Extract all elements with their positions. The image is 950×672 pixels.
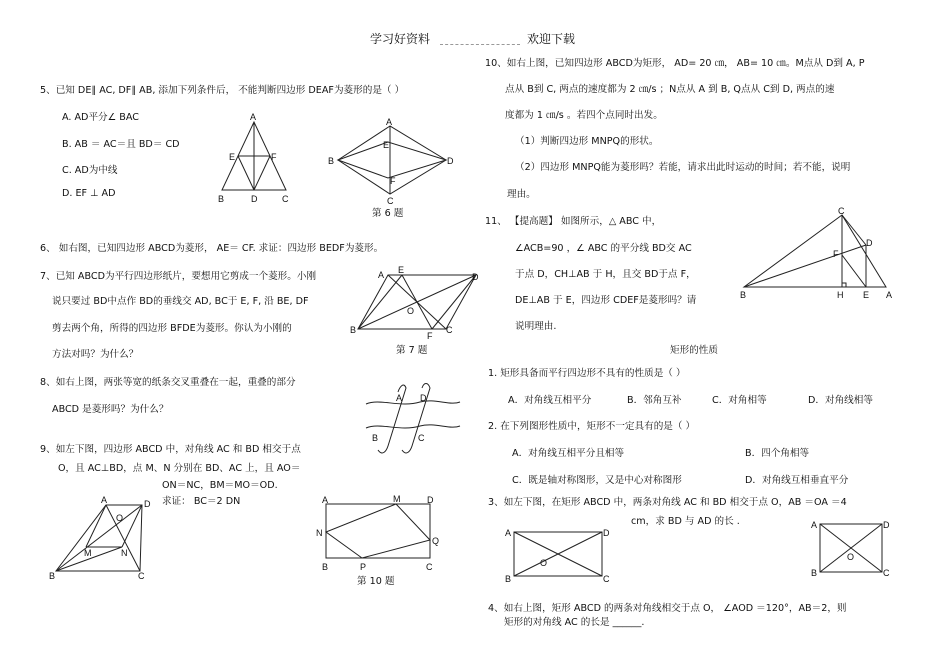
r4-line-1: 4、如右上图，矩形 ABCD 的两条对角线相交于点 O， ∠AOD ＝120°，AB＝2，则	[488, 603, 847, 614]
fig-label: D	[427, 495, 434, 505]
r1-option-a: A．对角线互相平分	[508, 395, 592, 406]
fig11-right-triangle	[736, 205, 896, 301]
q11-line-3: 于点 D，CH⊥AB 于 H，且交 BD于点 F，	[515, 269, 696, 280]
section-title: 矩形的性质	[670, 345, 718, 356]
fig-label: Q	[432, 536, 440, 546]
fig-label: D	[144, 499, 151, 509]
fig-label: A	[101, 495, 108, 505]
q7-line-1: 7、已知 ABCD为平行四边形纸片，要想用它剪成一个菱形。小刚	[40, 271, 317, 282]
r2-option-b: B．四个角相等	[745, 448, 810, 459]
header-right: 欢迎下载	[527, 32, 576, 46]
r2-option-c: C．既是轴对称图形，又是中心对称图形	[512, 475, 682, 486]
fig10-rectangle	[316, 494, 446, 576]
q5-option-c: C. AD为中线	[62, 165, 118, 176]
q10-line-1: 10、如右上图，已知四边形 ABCD为矩形， AD= 20 ㎝， AB= 10 ㎝。M点从 D到 A, P	[485, 58, 865, 69]
q5-triangle-figure	[212, 110, 300, 206]
fig6-rhombus	[326, 118, 458, 206]
question-6: 6、 如右图，已知四边形 ABCD为菱形， AE＝ CF. 求证：四边形 BEDF为菱形。	[40, 243, 384, 254]
fig-label: O	[407, 306, 415, 316]
fig-label: D	[472, 272, 479, 282]
fig-label: B	[350, 325, 357, 335]
q10-line-4: （1）判断四边形 MNPQ的形状。	[515, 136, 659, 147]
q8-line-1: 8、如右上图，两张等宽的纸条交叉重叠在一起，重叠的部分	[40, 377, 296, 388]
fig-label: B	[49, 571, 56, 581]
fig-label: A	[811, 520, 818, 530]
q9-line-4: 求证： BC＝2 DN	[162, 496, 241, 507]
fig-label: B	[740, 290, 747, 300]
q10-line-2: 点从 B到 C, 两点的速度都为 2 ㎝/s ；N点从 A 到 B, Q点从 C到 D, 两点的速	[505, 84, 835, 95]
fig-label: A	[322, 495, 329, 505]
fig-label: C	[838, 206, 845, 216]
rect4-figure	[810, 518, 890, 578]
fig-label: M	[393, 494, 401, 504]
fig10-caption: 第 10 题	[357, 576, 395, 587]
fig7-caption: 第 7 题	[396, 345, 428, 356]
fig-label: B	[505, 574, 512, 584]
fig-label: O	[847, 552, 855, 562]
q5-stem: 5、已知 DE∥ AC, DF∥ AB, 添加下列条件后， 不能判断四边形 DEAF为菱形的是（ ）	[40, 85, 405, 96]
fig-label: D	[420, 393, 427, 403]
q8-line-2: ABCD 是菱形吗？为什么？	[52, 404, 169, 415]
fig-label: E	[398, 265, 405, 275]
fig-label: C	[883, 568, 890, 578]
fig-label: D	[866, 238, 873, 248]
q5-option-a: A. AD平分∠ BAC	[62, 112, 139, 123]
q9-line-1: 9、如左下图，四边形 ABCD 中，对角线 AC 和 BD 相交于点	[40, 444, 301, 455]
r1-option-c: C．对角相等	[712, 395, 767, 406]
rect3-figure	[504, 526, 612, 584]
fig-label: D	[447, 156, 454, 166]
fig-label: O	[540, 558, 548, 568]
r3-line-1: 3、如左下图，在矩形 ABCD 中，两条对角线 AC 和 BD 相交于点 O，AB ＝OA ＝4	[488, 497, 847, 508]
r4-line-2: 矩形的对角线 AC 的长是 ______.	[504, 617, 645, 628]
q10-line-6: 理由。	[507, 189, 536, 200]
fig-label: E	[863, 290, 870, 300]
q7-line-2: 说只要过 BD中点作 BD的垂线交 AD, BC于 E, F, 沿 BE, DF	[52, 296, 309, 307]
fig-label: E	[229, 152, 236, 162]
fig9-quadrilateral	[46, 495, 156, 585]
fig-label: F	[390, 176, 396, 186]
fig-label: P	[360, 562, 367, 572]
q9-line-3: ON＝NC，BM＝MO＝OD.	[162, 480, 278, 491]
fig-label: F	[427, 331, 433, 341]
fig-label: C	[603, 574, 610, 584]
r3-line-2: cm，求 BD 与 AD 的长 .	[631, 516, 740, 527]
fig-label: C	[387, 196, 394, 206]
q10-line-3: 度都为 1 ㎝/s 。若四个点同时出发。	[505, 110, 663, 121]
fig-label: C	[426, 562, 433, 572]
q11-line-2: ∠ACB=90 ，∠ ABC 的平分线 BD交 AC	[515, 243, 692, 254]
fig-label: A	[250, 112, 257, 122]
fig-label: F	[271, 152, 277, 162]
fig8-paper-strips	[360, 380, 465, 460]
r1-option-b: B．邻角互补	[627, 395, 682, 406]
q5-option-b: B. AB ＝ AC＝且 BD＝ CD	[62, 139, 180, 150]
fig-label: A	[378, 270, 385, 280]
fig6-caption: 第 6 题	[372, 208, 404, 219]
fig-label: C	[282, 194, 289, 204]
r2-option-a: A．对角线互相平分且相等	[512, 448, 625, 459]
header-left: 学习好资料	[370, 32, 431, 46]
fig-label: O	[116, 513, 124, 523]
q11-line-5: 说明理由.	[515, 321, 557, 332]
fig-label: C	[418, 433, 425, 443]
fig-label: B	[322, 562, 329, 572]
fig-label: A	[396, 393, 403, 403]
fig-label: M	[84, 548, 92, 558]
r1-option-d: D．对角线相等	[808, 395, 873, 406]
q11-line-4: DE⊥AB 于 E，四边形 CDEF是菱形吗？请	[515, 295, 697, 306]
fig-label: D	[603, 528, 610, 538]
q7-line-3: 剪去两个角，所得的四边形 BFDE为菱形。你认为小刚的	[52, 323, 292, 334]
fig-label: E	[383, 140, 390, 150]
q11-line-1: 11、 【提高题】 如图所示，△ ABC 中，	[485, 216, 662, 227]
fig7-parallelogram	[348, 265, 483, 345]
fig-label: A	[886, 290, 893, 300]
fig-label: A	[505, 528, 512, 538]
q5-option-d: D. EF ⊥ AD	[62, 188, 116, 199]
r2-option-d: D．对角线互相垂直平分	[745, 475, 849, 486]
fig-label: B	[218, 194, 225, 204]
r1-stem: 1. 矩形具备而平行四边形不具有的性质是（ ）	[488, 368, 686, 379]
q10-line-5: （2）四边形 MNPQ能为菱形吗？若能，请求出此时运动的时间；若不能，说明	[515, 162, 851, 173]
fig-label: F	[833, 249, 839, 259]
header-dashed-line	[440, 44, 520, 45]
fig-label: N	[316, 528, 323, 538]
fig-label: D	[251, 194, 258, 204]
fig-label: C	[446, 325, 453, 335]
fig-label: B	[372, 433, 379, 443]
fig-label: B	[328, 156, 335, 166]
fig-label: B	[811, 568, 818, 578]
fig-label: D	[883, 520, 890, 530]
fig-label: H	[837, 290, 844, 300]
q9-line-2: O，且 AC⊥BD，点 M、N 分别在 BD、AC 上，且 AO＝	[58, 463, 301, 474]
q7-line-4: 方法对吗？为什么？	[52, 349, 139, 360]
r2-stem: 2. 在下列图形性质中，矩形不一定具有的是（ ）	[488, 421, 696, 432]
fig-label: A	[386, 118, 393, 127]
fig-label: N	[121, 548, 128, 558]
fig-label: C	[138, 571, 145, 581]
